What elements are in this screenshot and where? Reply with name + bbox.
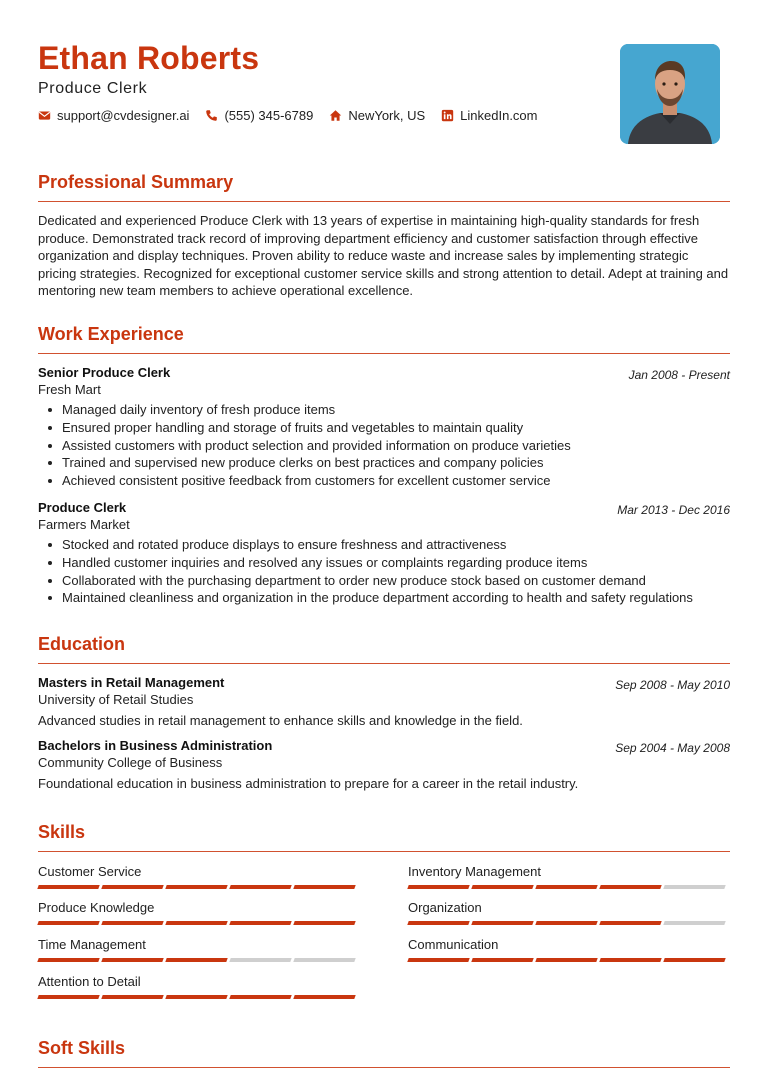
job-bullet: Collaborated with the purchasing department to order new produce stock based on customer demand bbox=[38, 572, 730, 590]
education-description: Foundational education in business administration to prepare for a career in the retail industry. bbox=[38, 776, 579, 791]
skill-item bbox=[38, 937, 358, 962]
skill-name: Time Management bbox=[38, 937, 146, 952]
skill-segment-filled bbox=[599, 921, 661, 925]
job-company: Fresh Mart bbox=[38, 382, 101, 397]
skills-heading: Skills bbox=[38, 822, 86, 842]
degree-title: Bachelors in Business Administration bbox=[38, 738, 273, 753]
resume-page bbox=[38, 0, 730, 1078]
section-divider bbox=[38, 663, 730, 664]
skill-segment-filled bbox=[407, 921, 469, 925]
experience-heading: Work Experience bbox=[38, 324, 184, 344]
skill-item bbox=[408, 900, 728, 925]
job-company: Farmers Market bbox=[38, 516, 130, 532]
skill-segment-filled bbox=[471, 958, 533, 962]
skill-rating-bar bbox=[38, 885, 358, 889]
skill-segment-empty bbox=[663, 885, 725, 889]
home-icon bbox=[329, 109, 342, 122]
soft-skills-heading: Soft Skills bbox=[38, 1038, 126, 1058]
job-title: Senior Produce Clerk bbox=[38, 365, 171, 380]
profile-photo-image bbox=[620, 44, 720, 144]
skill-segment-filled bbox=[101, 995, 163, 999]
job-bullet: Trained and supervised new produce clerks on best practices and company policies bbox=[38, 454, 730, 472]
education-date: Sep 2008 - May 2010 bbox=[615, 678, 730, 692]
skill-segment-filled bbox=[37, 921, 99, 925]
skill-segment-filled bbox=[471, 921, 533, 925]
skill-rating-bar bbox=[408, 885, 728, 889]
skill-name: Inventory Management bbox=[408, 864, 541, 879]
skill-segment-empty bbox=[293, 958, 355, 962]
skill-name: Customer Service bbox=[38, 864, 142, 879]
job-date: Mar 2013 - Dec 2016 bbox=[617, 502, 730, 517]
degree-title: Masters in Retail Management bbox=[38, 675, 225, 690]
linkedin-icon bbox=[441, 109, 454, 122]
skill-segment-filled bbox=[165, 958, 227, 962]
education-entry bbox=[38, 738, 730, 791]
skill-rating-bar bbox=[408, 958, 728, 962]
skill-segment-filled bbox=[293, 885, 355, 889]
skill-segment-filled bbox=[535, 958, 597, 962]
skill-item bbox=[408, 864, 728, 889]
contact-phone-text: (555) 345-6789 bbox=[224, 108, 314, 123]
section-divider bbox=[38, 201, 730, 202]
section-divider bbox=[38, 353, 730, 354]
contact-linkedin[interactable] bbox=[441, 108, 537, 123]
summary-section bbox=[38, 172, 730, 300]
job-bullet: Achieved consistent positive feedback from customers for excellent customer service bbox=[38, 472, 730, 490]
contact-location-text: NewYork, US bbox=[348, 108, 426, 123]
profile-photo bbox=[620, 44, 720, 144]
skill-segment-filled bbox=[229, 921, 291, 925]
job-bullet: Assisted customers with product selection and provided information on produce varieties bbox=[38, 437, 730, 455]
skill-name: Organization bbox=[408, 900, 482, 915]
skill-segment-filled bbox=[293, 921, 355, 925]
envelope-icon bbox=[38, 109, 51, 122]
soft-skills-section bbox=[38, 1038, 730, 1068]
job-bullets bbox=[38, 536, 730, 607]
skill-segment-filled bbox=[37, 995, 99, 999]
experience-section bbox=[38, 324, 730, 607]
resume-header bbox=[38, 0, 730, 170]
skill-segment-empty bbox=[229, 958, 291, 962]
contact-email[interactable] bbox=[38, 108, 189, 123]
job-bullets bbox=[38, 401, 730, 490]
skill-segment-filled bbox=[293, 995, 355, 999]
skill-name: Produce Knowledge bbox=[38, 900, 155, 915]
skill-rating-bar bbox=[38, 958, 358, 962]
skill-segment-filled bbox=[471, 885, 533, 889]
skills-grid bbox=[38, 852, 730, 1002]
skill-rating-bar bbox=[38, 921, 358, 925]
skill-item bbox=[38, 864, 358, 889]
contact-location bbox=[329, 108, 425, 123]
skill-segment-filled bbox=[599, 885, 661, 889]
skill-segment-filled bbox=[165, 921, 227, 925]
skill-segment-filled bbox=[37, 958, 99, 962]
skill-segment-filled bbox=[599, 958, 661, 962]
summary-text: Dedicated and experienced Produce Clerk with 13 years of expertise in maintaining high-quality standards for fresh produce. Demonstrated track record of improving department efficiency and customer satisfaction through effective organization and display techniques. Proven ability to reduce waste and increase sales by implementing strategic pricing strategies. Recognized for exceptional customer service skills and strong attention to detail. Adept at training and mentoring new team members to achieve operational excellence. bbox=[38, 213, 729, 299]
skill-segment-filled bbox=[535, 885, 597, 889]
education-description: Advanced studies in retail management to enhance skills and knowledge in the field. bbox=[38, 713, 523, 728]
skill-segment-filled bbox=[101, 885, 163, 889]
education-heading: Education bbox=[38, 634, 126, 654]
skill-segment-filled bbox=[229, 995, 291, 999]
skill-segment-empty bbox=[663, 921, 725, 925]
skill-rating-bar bbox=[408, 921, 728, 925]
education-section bbox=[38, 634, 730, 791]
skill-segment-filled bbox=[229, 885, 291, 889]
skill-name: Attention to Detail bbox=[38, 974, 141, 989]
phone-icon bbox=[205, 109, 218, 122]
candidate-role: Produce Clerk bbox=[38, 80, 148, 97]
skill-segment-filled bbox=[37, 885, 99, 889]
skill-name: Communication bbox=[408, 937, 499, 952]
skill-segment-filled bbox=[663, 958, 725, 962]
candidate-name: Ethan Roberts bbox=[38, 40, 260, 76]
education-date: Sep 2004 - May 2008 bbox=[615, 741, 730, 755]
skill-item bbox=[38, 900, 358, 925]
school-name: University of Retail Studies bbox=[38, 692, 194, 707]
education-entry bbox=[38, 675, 730, 728]
job-bullet: Handled customer inquiries and resolved any issues or complaints regarding produce items bbox=[38, 554, 730, 572]
skills-section bbox=[38, 822, 730, 1002]
section-divider bbox=[38, 1067, 730, 1068]
contact-phone[interactable] bbox=[205, 108, 313, 123]
job-bullet: Managed daily inventory of fresh produce items bbox=[38, 401, 730, 419]
contact-list bbox=[38, 108, 554, 123]
contact-email-text: support@cvdesigner.ai bbox=[57, 108, 190, 123]
skill-segment-filled bbox=[101, 958, 163, 962]
job-bullet: Ensured proper handling and storage of fruits and vegetables to maintain quality bbox=[38, 419, 730, 437]
skill-segment-filled bbox=[165, 995, 227, 999]
contact-linkedin-text: LinkedIn.com bbox=[460, 108, 538, 123]
skill-rating-bar bbox=[38, 995, 358, 999]
skill-segment-filled bbox=[407, 885, 469, 889]
summary-heading: Professional Summary bbox=[38, 172, 234, 192]
job-bullet: Maintained cleanliness and organization in the produce department according to health and safety regulations bbox=[38, 589, 730, 607]
skill-segment-filled bbox=[101, 921, 163, 925]
job-title: Produce Clerk bbox=[38, 499, 127, 515]
job-entry bbox=[38, 500, 730, 607]
skill-segment-filled bbox=[535, 921, 597, 925]
skill-item bbox=[408, 937, 728, 962]
school-name: Community College of Business bbox=[38, 755, 223, 770]
skill-segment-filled bbox=[407, 958, 469, 962]
job-date: Jan 2008 - Present bbox=[628, 368, 730, 382]
job-bullet: Stocked and rotated produce displays to ensure freshness and attractiveness bbox=[38, 536, 730, 554]
job-entry bbox=[38, 365, 730, 490]
skill-segment-filled bbox=[165, 885, 227, 889]
skill-item bbox=[38, 974, 358, 999]
